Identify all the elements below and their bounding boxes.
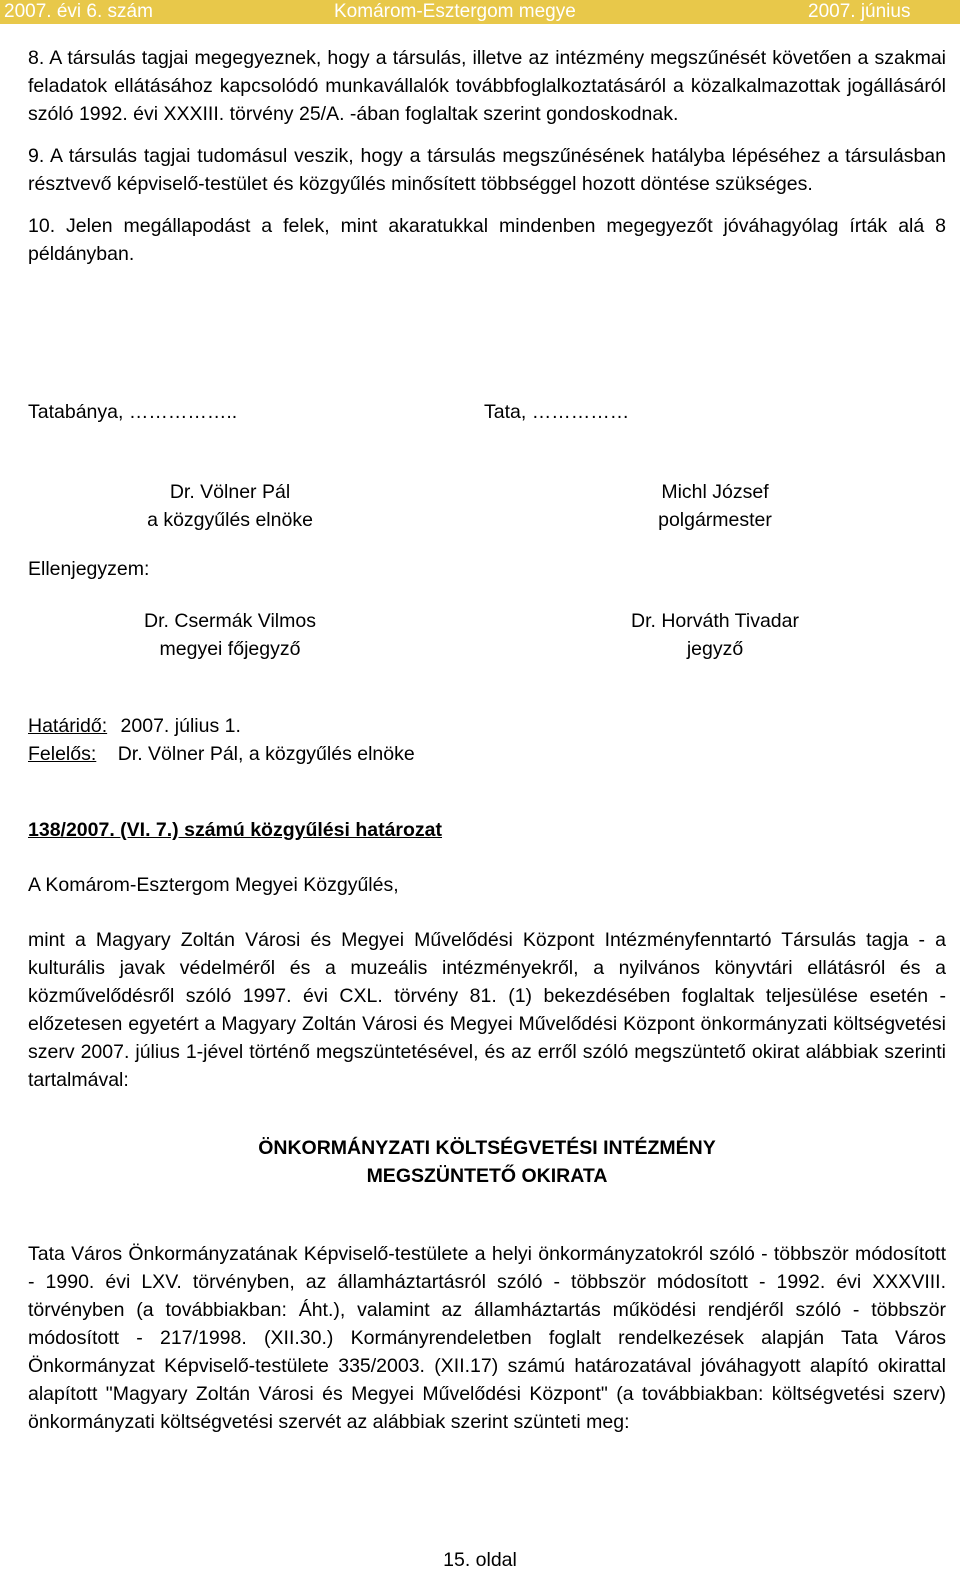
signer-4-name: Dr. Horváth Tivadar — [631, 610, 799, 632]
deadline-label: Határidő: — [28, 715, 108, 737]
signer-3 — [130, 607, 330, 663]
resolution-text-block — [28, 926, 946, 1094]
signer-4-title: jegyző — [686, 638, 744, 660]
resolution-text: mint a Magyary Zoltán Városi és Megyei Művelődési Központ Intézményfenntartó Társulás tagja - a kulturális javak védelméről és a muzeális intézményekről, a nyilvános könyvtári ellátásról és a közművelődésről szóló 1997. évi CXL. törvény 81. (1) bekezdésében foglaltak teljesülése esetén - előzetesen egyetért a Magyary Zoltán Városi és Megyei Művelődési Központ önkormányzati költségvetési szerv 2007. július 1-jével történő megszüntetésével, és az erről szóló megszüntető okirat alábbiak szerinti tartalmával: — [28, 929, 946, 1091]
deed-text-block — [28, 1240, 946, 1436]
signer-2 — [615, 478, 815, 534]
signer-1-title: a közgyűlés elnöke — [147, 509, 313, 531]
signer-2-title: polgármester — [658, 509, 772, 531]
responsible-row — [28, 740, 415, 768]
deed-text: Tata Város Önkormányzatának Képviselő-testülete a helyi önkormányzatokról szóló - többször módosított - 1990. évi LXV. törvényben, az államháztartásról szóló - többször módosított - 1992. évi XXXVIII. törvényben (a továbbiakban: Áht.), valamint az államháztartás működési rendjéről szóló - többször módosított - 217/1998. (XII.30.) Kormányrendeletben foglalt rendelkezések alapján Tata Város Önkormányzat Képviselő-testülete 335/2003. (XII.17) számú határozatával jóváhagyott alapító okirattal alapított "Magyary Zoltán Városi és Megyei Művelődési Központ" (a továbbiakban: költségvetési szerv) önkormányzati költségvetési szervét az alábbiak szerint szünteti meg: — [28, 1243, 946, 1433]
place-date-left: Tatabánya, …………….. — [28, 401, 238, 423]
deadline-value: 2007. július 1. — [120, 715, 241, 737]
deed-title-line-2: MEGSZÜNTETŐ OKIRATA — [366, 1165, 608, 1187]
paragraph-8: 8. A társulás tagjai megegyeznek, hogy a társulás, illetve az intézmény megszűnését követően a szakmai feladatok ellátásához kapcsolódó munkavállalók továbbfoglalkoztatásáról a közalkalmazottak jogállásáról szóló 1992. évi XXXIII. törvény 25/A. -ában foglaltak szerint gondoskodnak. — [28, 47, 946, 125]
date-label: 2007. június — [808, 1, 911, 22]
deed-title-line-1: ÖNKORMÁNYZATI KÖLTSÉGVETÉSI INTÉZMÉNY — [258, 1137, 716, 1159]
page-number: 15. oldal — [443, 1549, 517, 1571]
issue-label: 2007. évi 6. szám — [4, 1, 153, 22]
paragraph-9: 9. A társulás tagjai tudomásul veszik, hogy a társulás megszűnésének hatályba lépéséhez a társulásban résztvevő képviselő-testület és közgyűlés minősített többséggel hozott döntése szükséges. — [28, 145, 946, 195]
paragraph-10: 10. Jelen megállapodást a felek, mint akaratukkal mindenben megegyezőt jóváhagyólag írták alá 8 példányban. — [28, 215, 946, 265]
resolution-body: A Komárom-Esztergom Megyei Közgyűlés, — [28, 874, 399, 896]
page-header — [0, 0, 960, 24]
signer-3-title: megyei főjegyző — [159, 638, 301, 660]
signer-1-name: Dr. Völner Pál — [169, 481, 291, 503]
signer-4 — [610, 607, 820, 663]
responsible-label: Felelős: — [28, 743, 97, 765]
countersign-label: Ellenjegyzem: — [28, 558, 150, 580]
signer-3-name: Dr. Csermák Vilmos — [144, 610, 316, 632]
resolution-number: 138/2007. (VI. 7.) számú közgyűlési határozat — [28, 819, 443, 841]
document-body — [28, 44, 946, 268]
signer-1 — [130, 478, 330, 534]
signer-2-name: Michl József — [661, 481, 769, 503]
deadline-row — [28, 712, 241, 740]
county-label: Komárom-Esztergom megye — [334, 1, 576, 22]
deed-title — [28, 1134, 946, 1190]
responsible-value: Dr. Völner Pál, a közgyűlés elnöke — [117, 743, 415, 765]
place-date-right: Tata, …………… — [484, 401, 630, 423]
